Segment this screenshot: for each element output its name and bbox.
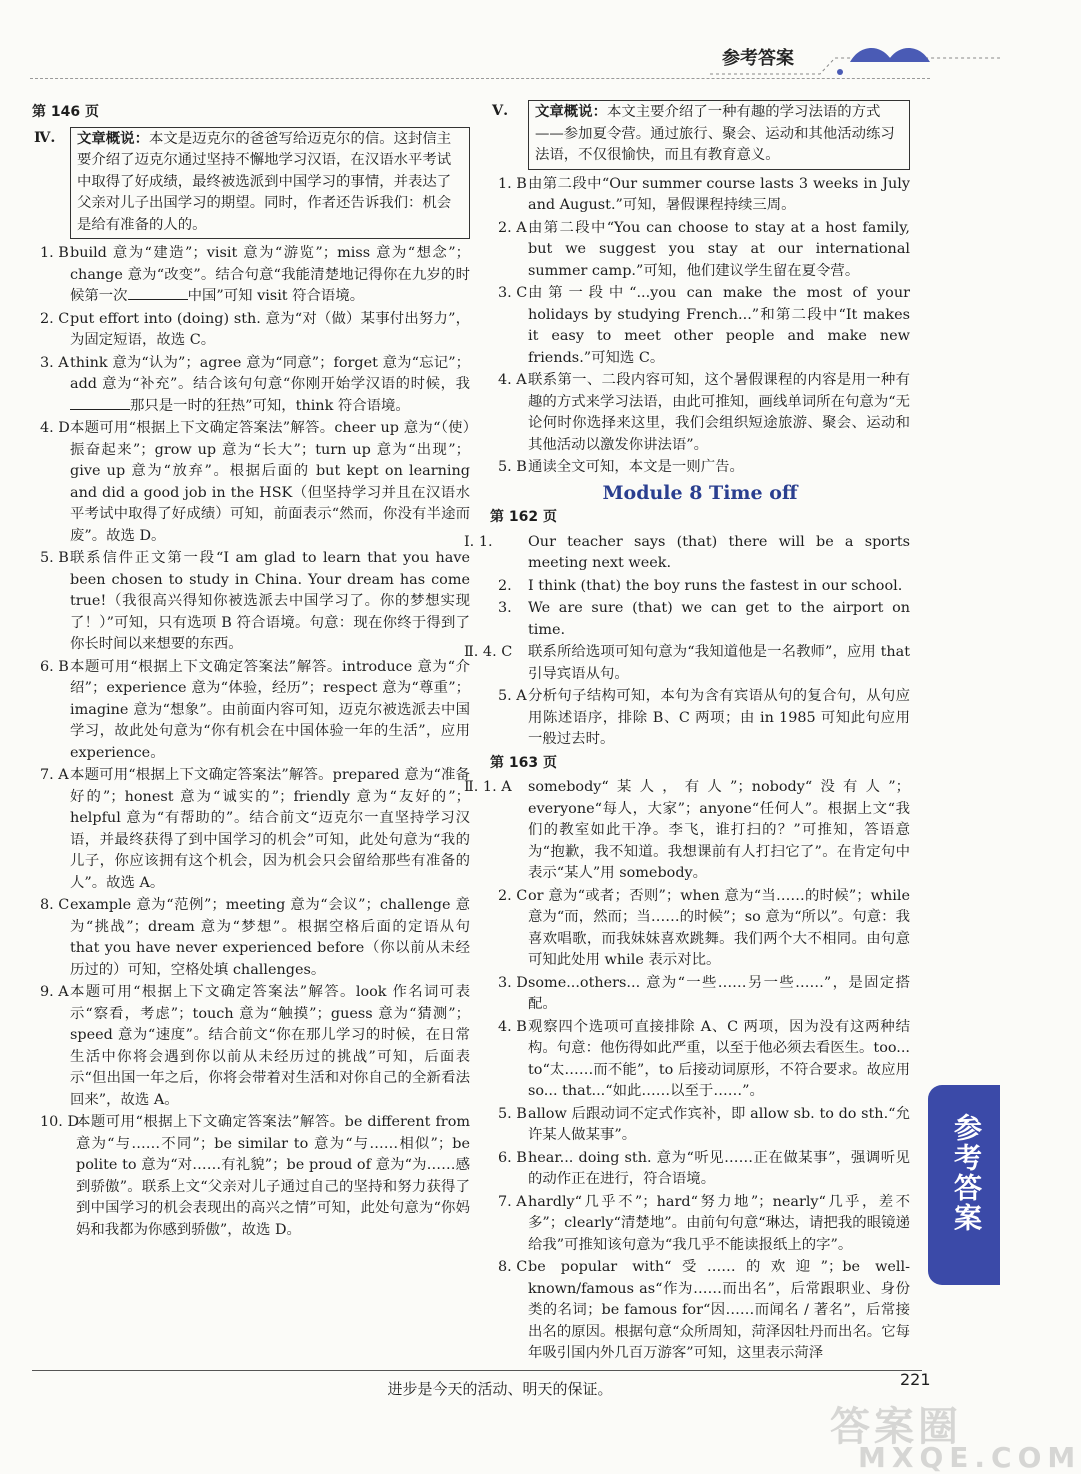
answer-item xyxy=(490,1257,910,1365)
answer-item xyxy=(32,418,470,547)
answer-number: 7. A xyxy=(40,767,69,783)
answer-text: 联系所给选项可知句意为“我知道他是一名教师”，应用 that 引导宾语从句。 xyxy=(528,644,910,682)
answer-item xyxy=(464,532,910,575)
answer-item xyxy=(32,353,470,418)
answer-item xyxy=(490,886,910,972)
left-answer-list xyxy=(32,243,470,1241)
answer-text: build 意为“建造”；visit 意为“游览”；miss 意为“想念”；change 意为“改变”。结合句意“我能清楚地记得你在九岁的时候第一次 xyxy=(70,245,470,304)
answer-text: 通读全文可知，本文是一则广告。 xyxy=(528,459,744,475)
answer-item xyxy=(32,243,470,308)
answer-text: 观察四个选项可直接排除 A、C 两项，因为没有这两种结构。句意：他伤得如此严重，以至于他必须去看医生。too... to“太……而不能”，to 后接动词原形，不符合要求。故应用 so... that...“如此……以至于……”。 xyxy=(528,1018,910,1099)
summary-text: 本文是迈克尔的爸爸写给迈克尔的信。这封信主要介绍了迈克尔通过坚持不懈地学习汉语，在汉语水平考试中取得了好成绩，最终被选派到中国学习的事情，并表达了父亲对儿子出国学习的期望。同时，作者还告诉我们：机会是给有准备的人的。 xyxy=(77,130,452,233)
answer-item xyxy=(490,1192,910,1257)
answer-text: 本题可用“根据上下文确定答案法”解答。be different from 意为“与……不同”；be similar to 意为“与……相似”；be polite to 意为“对……有礼貌”；be proud of 意为“为……感到骄傲”。联系上文“父亲对儿子通过自己的坚持和努力获得了到中国学习的机会表现出的高兴之情”可知，此处句意为“你妈妈和我都为你感到骄傲”，故选 D。 xyxy=(76,1114,470,1238)
answer-item xyxy=(32,895,470,981)
fill-blank xyxy=(70,409,130,410)
section-iv-summary xyxy=(70,127,470,240)
section-iv xyxy=(32,127,470,240)
answer-number: 2. xyxy=(498,577,512,594)
answer-number: 1. B xyxy=(498,175,527,192)
answer-number: 10. D xyxy=(40,1114,79,1130)
answer-text: example 意为“范例”；meeting 意为“会议”；challenge 意为“挑战”；dream 意为“梦想”。根据空格后面的定语从句 that you have never experienced before（你以前从未经历过的）可知，空格处填 challenges。 xyxy=(70,897,470,978)
answer-item xyxy=(490,1148,910,1191)
watermark-line1: 答案圈 xyxy=(830,1404,962,1450)
answer-number: 3. xyxy=(498,600,512,616)
answer-text: hear... doing sth. 意为“听见……正在做某事”，强调听见的动作正在进行，符合语境。 xyxy=(528,1149,910,1187)
section-v-roman: Ⅴ. xyxy=(492,102,509,119)
answer-number: 3. C xyxy=(498,285,528,301)
answer-item xyxy=(464,777,910,885)
answer-item xyxy=(490,1104,910,1147)
answer-number: 7. A xyxy=(498,1193,527,1210)
answer-item xyxy=(490,686,910,751)
answer-text: 联系信件正文第一段“I am glad to learn that you have been chosen to study in China. Your dream has come true!（我很高兴得知你被选派去中国学习了。你的梦想实现了！）”可知，只有选项 B 符合语境。句意：现在你终于得到了你长时间以来想要的东西。 xyxy=(70,550,470,652)
answer-number: 9. A xyxy=(40,984,69,1000)
answer-text: 由第一段中“...you can make the most of your holidays by studying French...”和第二段中“It makes it easy to meet other people and make new friends.”可知选 C。 xyxy=(528,285,910,366)
answer-text: 本题可用“根据上下文确定答案法”解答。introduce 意为“介绍”；experience 意为“体验，经历”；respect 意为“尊重”；imagine 意为“想象”。由前面内容可知，迈克尔被选派去中国学习，故此处句意为“你有机会在中国体验一年的生活”，应用 experience。 xyxy=(70,658,470,761)
answer-number: 2. C xyxy=(498,887,528,904)
header-divider xyxy=(30,78,930,79)
section-v xyxy=(490,100,910,170)
answer-item xyxy=(490,457,910,479)
footer-slogan: 进步是今天的活动、明天的保证。 xyxy=(387,1380,613,1398)
answer-text: be popular with“受……的欢迎”；be well-known/famous as“作为……而出名”，后常跟职业、身份类的名词；be famous for“因……而闻名 / 著名”，后常接出名的原因。根据句意“众所周知，菏泽因牡丹而出名。它每年吸引国内外几百万游客”可知，这里表示菏泽 xyxy=(528,1259,910,1361)
answer-item xyxy=(490,598,910,641)
page-heading-163: 第 163 页 xyxy=(490,754,557,771)
answer-text: 中国”可知 visit 符合语境。 xyxy=(187,288,365,304)
answer-item xyxy=(32,548,470,656)
answer-text: allow 后跟动词不定式作宾补，即 allow sb. to do sth.“允许某人做某事”。 xyxy=(528,1105,910,1143)
answer-text: hardly“几乎不”；hard“努力地”；nearly“几乎，差不多”；clearly“清楚地”。由前句句意“琳达，请把我的眼镜递给我”可推知该句意为“我几乎不能读报纸上的字”。 xyxy=(528,1193,910,1253)
answer-item xyxy=(490,218,910,283)
answer-text: 分析句子结构可知，本句为含有宾语从句的复合句，从句应用陈述语序，排除 B、C 两项；由 in 1985 可知此句应用一般过去时。 xyxy=(528,688,910,747)
answer-number: 6. B xyxy=(498,1149,527,1166)
summary-label: 文章概说： xyxy=(535,104,607,120)
answer-text: 由第二段中“You can choose to stay at a host family, but we suggest you stay at our international summer camp.”可知，他们建议学生留在夏令营。 xyxy=(528,219,910,279)
answer-number: 5. B xyxy=(498,459,527,475)
answer-number: 5. B xyxy=(40,550,69,566)
answer-number: 8. C xyxy=(40,897,70,913)
page162-part-ii-list xyxy=(464,642,910,751)
right-column xyxy=(464,100,910,1366)
summary-text: 本文主要介绍了一种有趣的学习法语的方式——参加夏令营。通过旅行、聚会、运动和其他活动练习法语，不仅很愉快，而且有教育意义。 xyxy=(535,104,895,163)
answer-text: 由第二段中“Our summer course lasts 3 weeks in July and August.”可知，暑假课程持续三周。 xyxy=(528,175,910,213)
side-tab-label: 参考答案 xyxy=(950,1113,983,1233)
header-title: 参考答案 xyxy=(722,48,794,69)
answer-item xyxy=(490,973,910,1016)
answer-number: 3. D xyxy=(498,974,528,991)
page162-part-i-list xyxy=(464,532,910,642)
answer-number: 2. A xyxy=(498,219,527,236)
answer-text: I think (that) the boy runs the fastest in our school. xyxy=(528,577,903,594)
answer-item xyxy=(32,657,470,765)
answer-text: 联系第一、二段内容可知，这个暑假课程的内容是用一种有趣的方式来学习法语，由此可推知，画线单词所在句意为“无论何时你选择来这里，我们会组织短途旅游、聚会、运动和其他活动以激发你讲法语”。 xyxy=(528,372,910,453)
answer-item xyxy=(464,642,910,685)
answer-item xyxy=(490,576,910,598)
answer-number: 2. C xyxy=(40,310,70,327)
footer-divider xyxy=(32,1370,922,1371)
answer-text: Our teacher says (that) there will be a sports meeting next week. xyxy=(528,533,910,571)
watermark-line2: MXQE.COM xyxy=(858,1441,1081,1474)
answer-item xyxy=(32,1112,470,1241)
answer-item xyxy=(32,982,470,1111)
fill-blank xyxy=(128,299,188,300)
page163-answer-list xyxy=(464,777,910,1365)
answer-number: 8. C xyxy=(498,1259,528,1275)
answer-text: somebody“某人，有人”；nobody“没有人”；everyone“每人，大家”；anyone“任何人”。根据上文“我们的教室如此干净。李飞，谁打扫的？”可推知，答语意为“抱歉，我不知道。我想课前有人打扫它了”。在肯定句中表示“某人”用 somebody。 xyxy=(528,779,910,881)
answer-text: put effort into (doing) sth. 意为“对（做）某事付出努力”，为固定短语，故选 C。 xyxy=(70,310,470,348)
answer-text: 本题可用“根据上下文确定答案法”解答。cheer up 意为“（使）振奋起来”；grow up 意为“长大”；turn up 意为“出现”；give up 意为“放弃”。根据后面的 but kept on learning and did a good job in the HSK（但坚持学习并且在汉语水平考试中取得了好成绩）可知，前面表示“然而，你没有半途而废”。故选 D。 xyxy=(70,420,470,544)
answer-number: 4. A xyxy=(498,372,527,388)
module-title: Module 8 Time off xyxy=(602,481,798,504)
answer-number: Ⅰ. 1. xyxy=(464,533,493,550)
page-number: 221 xyxy=(900,1370,931,1389)
watermark-logo xyxy=(800,1395,1081,1474)
answer-number: 6. B xyxy=(40,658,69,675)
section-v-summary xyxy=(528,100,910,170)
answer-number: Ⅱ. 4. C xyxy=(464,644,513,660)
page-heading-162: 第 162 页 xyxy=(490,509,557,525)
page-heading-146: 第 146 页 xyxy=(32,104,99,120)
answer-number: 3. A xyxy=(40,354,69,371)
summary-label: 文章概说： xyxy=(77,130,149,147)
answer-text: some...others... 意为“一些……另一些……”，是固定搭配。 xyxy=(528,974,910,1012)
answer-item xyxy=(490,283,910,369)
answer-text: or 意为“或者；否则”；when 意为“当……的时候”；while 意为“而，然而；当……的时候”；so 意为“所以”。句意：我喜欢唱歌，而我妹妹喜欢跳舞。我们两个大不相同。由句意可知此处用 while 表示对比。 xyxy=(528,887,910,968)
answer-text: We are sure (that) we can get to the airport on time. xyxy=(528,600,910,638)
answer-item xyxy=(32,309,470,352)
answer-text: 本题可用“根据上下文确定答案法”解答。look 作名词可表示“察看，考虑”；touch 意为“触摸”；guess 意为“猜测”；speed 意为“速度”。结合前文“你在那儿学习的时候，在日常生活中你将会遇到你以前从未经历过的挑战”可知，后面表示“但出国一年之后，你将会带着对生活和对你自己的全新看法回来”，故选 A。 xyxy=(70,984,470,1108)
answer-number: Ⅱ. 1. A xyxy=(464,779,512,795)
section-iv-roman: Ⅳ. xyxy=(34,128,56,146)
section-v-answer-list xyxy=(490,174,910,479)
header-section-tag xyxy=(700,38,1000,80)
answer-item xyxy=(490,370,910,456)
answer-item xyxy=(490,174,910,217)
left-column xyxy=(32,100,470,1242)
answer-item xyxy=(32,765,470,894)
answer-text: think 意为“认为”；agree 意为“同意”；forget 意为“忘记”；add 意为“补充”。结合该句句意“你刚开始学汉语的时候，我 xyxy=(70,354,470,392)
side-tab-answers[interactable] xyxy=(928,1085,1000,1285)
answer-number: 4. B xyxy=(498,1018,527,1035)
answer-number: 4. D xyxy=(40,420,70,436)
answer-number: 5. A xyxy=(498,688,527,704)
answer-item xyxy=(490,1017,910,1103)
answer-number: 5. B xyxy=(498,1105,527,1122)
answer-number: 1. B xyxy=(40,245,69,261)
answer-text: 那只是一时的狂热”可知，think 符合语境。 xyxy=(130,397,410,414)
answer-text: 本题可用“根据上下文确定答案法”解答。prepared 意为“准备好的”；honest 意为“诚实的”；friendly 意为“友好的”；helpful 意为“有帮助的”。结合前文“迈克尔一直坚持学习汉语，并最终获得了到中国学习的机会”可知，此处句意为“我的儿子，你应该拥有这个机会，因为机会只会留给那些有准备的人”。故选 A。 xyxy=(70,767,470,891)
